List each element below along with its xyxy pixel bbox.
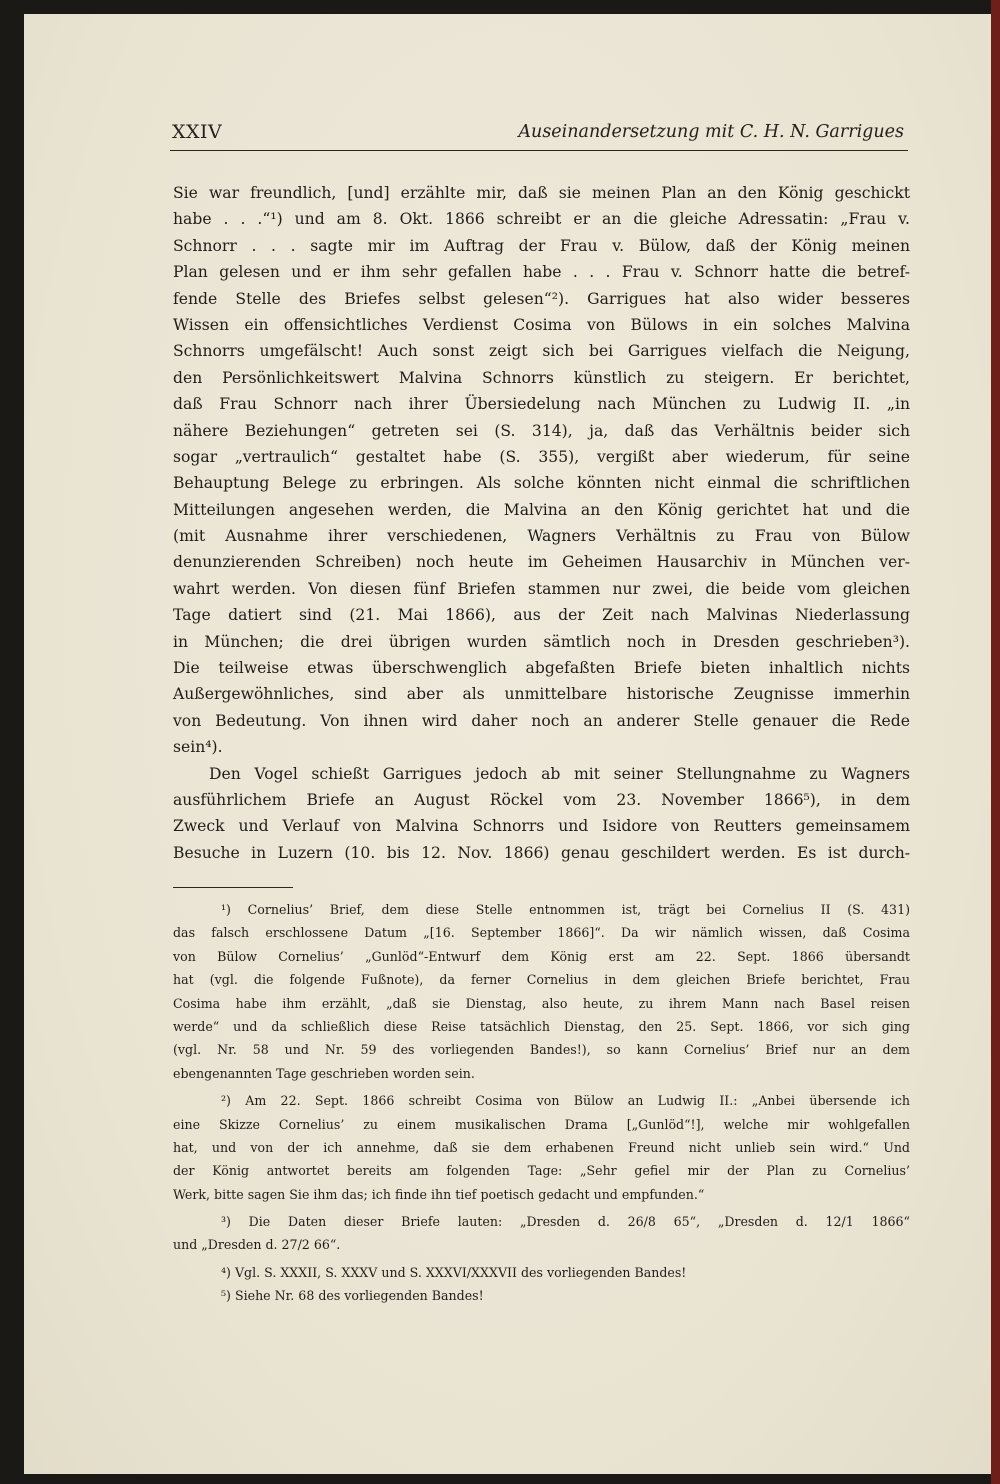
- footnote-line: ⁵) Siehe Nr. 68 des vorliegenden Bandes!: [221, 1288, 484, 1304]
- text-line: Sie war freundlich, [und] erzählte mir, daß sie meinen Plan an den König geschickt: [173, 184, 910, 202]
- text-line: den Persönlichkeitswert Malvina Schnorrs künstlich zu steigern. Er berichtet,: [173, 368, 910, 387]
- text-line: habe . . .“¹) und am 8. Okt. 1866 schreibt er an die gleiche Adressatin: „Frau v.: [173, 210, 910, 229]
- footnote-line: hat (vgl. die folgende Fußnote), da ferner Cornelius in dem gleichen Briefe berichtet, Frau: [173, 972, 910, 988]
- footnote-line: von Bülow Cornelius’ „Gunlöd“-Entwurf dem König erst am 22. Sept. 1866 übersandt: [173, 948, 910, 964]
- footnote-line: der König antwortet bereits am folgenden Tage: „Sehr gefiel mir der Plan zu Cornelius’: [173, 1163, 910, 1179]
- footnote-line: eine Skizze Cornelius’ zu einem musikalischen Drama [„Gunlöd“!], welche mir wohlgefallen: [173, 1116, 910, 1132]
- running-title: Auseinandersetzung mit C. H. N. Garrigues: [518, 122, 904, 142]
- text-line: Plan gelesen und er ihm sehr gefallen habe . . . Frau v. Schnorr hatte die betref-: [173, 263, 910, 282]
- footnote-line: und „Dresden d. 27/2 66“.: [173, 1237, 341, 1253]
- footnote-line: werde“ und da schließlich diese Reise tatsächlich Dienstag, den 25. Sept. 1866, vor sich ging: [173, 1018, 910, 1034]
- text-line: Die teilweise etwas überschwenglich abgefaßten Briefe bieten inhaltlich nichts: [173, 659, 910, 678]
- footnote-line: das falsch erschlossene Datum „[16. September 1866]“. Da wir nämlich wissen, daß Cosima: [173, 925, 910, 941]
- footnote-line: ⁴) Vgl. S. XXXII, S. XXXV und S. XXXVI/XXXVII des vorliegenden Bandes!: [221, 1264, 687, 1280]
- footnote-line: ²) Am 22. Sept. 1866 schreibt Cosima von Bülow an Ludwig II.: „Anbei übersende ich: [221, 1093, 910, 1109]
- text-line: Außergewöhnliches, sind aber als unmittelbare historische Zeugnisse immerhin: [173, 685, 910, 704]
- text-line: nähere Beziehungen“ getreten sei (S. 314), ja, daß das Verhältnis beider sich: [173, 421, 910, 440]
- text-line: Mitteilungen angesehen werden, die Malvina an den König gerichtet hat und die: [173, 500, 910, 519]
- text-line: Tage datiert sind (21. Mai 1866), aus der Zeit nach Malvinas Niederlassung: [173, 606, 910, 625]
- text-line: fende Stelle des Briefes selbst gelesen“²). Garrigues hat also wider besseres: [173, 289, 910, 308]
- footnote-line: ebengenannten Tage geschrieben worden sein.: [173, 1065, 475, 1081]
- text-line: Zweck und Verlauf von Malvina Schnorrs und Isidore von Reutters gemeinsamem: [173, 817, 910, 836]
- footnote-line: Cosima habe ihm erzählt, „daß sie Dienstag, also heute, zu ihrem Mann nach Basel reisen: [173, 995, 910, 1011]
- footnote-separator: [173, 887, 293, 888]
- text-line: (mit Ausnahme ihrer verschiedenen, Wagners Verhältnis zu Frau von Bülow: [173, 527, 910, 546]
- text-line: Behauptung Belege zu erbringen. Als solche könnten nicht einmal die schriftlichen: [173, 474, 910, 493]
- footnote-line: (vgl. Nr. 58 und Nr. 59 des vorliegenden Bandes!), so kann Cornelius’ Brief nur an dem: [173, 1042, 910, 1058]
- text-line: wahrt werden. Von diesen fünf Briefen stammen nur zwei, die beide vom gleichen: [173, 579, 910, 598]
- footnote-line: Werk, bitte sagen Sie ihm das; ich finde ihn tief poetisch gedacht und empfunden.“: [173, 1186, 705, 1202]
- footnotes: [173, 898, 910, 1308]
- text-line: Besuche in Luzern (10. bis 12. Nov. 1866) genau geschildert werden. Es ist durch-: [173, 843, 910, 862]
- footnote-line: ³) Die Daten dieser Briefe lauten: „Dresden d. 26/8 65“, „Dresden d. 12/1 1866“: [221, 1214, 910, 1230]
- book-edge: [991, 0, 1000, 1484]
- text-line: sogar „vertraulich“ gestaltet habe (S. 355), vergißt aber wiederum, für seine: [173, 447, 910, 466]
- page-number: XXIV: [172, 121, 223, 143]
- text-line: in München; die drei übrigen wurden sämtlich noch in Dresden geschrieben³).: [173, 632, 910, 651]
- footnote-line: hat, und von der ich annehme, daß sie dem erhabenen Freund nicht unlieb sein wird.“ Und: [173, 1139, 910, 1155]
- text-line: ausführlichem Briefe an August Röckel vom 23. November 1866⁵), in dem: [173, 790, 910, 809]
- text-line: denunzierenden Schreiben) noch heute im Geheimen Hausarchiv in München ver-: [173, 553, 910, 572]
- main-text: [173, 180, 910, 866]
- text-line: Schnorrs umgefälscht! Auch sonst zeigt sich bei Garrigues vielfach die Neigung,: [173, 342, 910, 361]
- text-line: Schnorr . . . sagte mir im Auftrag der Frau v. Bülow, daß der König meinen: [173, 236, 910, 255]
- text-line: sein⁴).: [173, 738, 223, 757]
- footnote-line: ¹) Cornelius’ Brief, dem diese Stelle entnommen ist, trägt bei Cornelius II (S. 431): [221, 902, 910, 917]
- text-line: daß Frau Schnorr nach ihrer Übersiedelung nach München zu Ludwig II. „in: [173, 395, 910, 414]
- text-line: von Bedeutung. Von ihnen wird daher noch an anderer Stelle genauer die Rede: [173, 711, 910, 730]
- text-line: Den Vogel schießt Garrigues jedoch ab mit seiner Stellungnahme zu Wagners: [209, 764, 910, 783]
- page-header: [170, 114, 908, 151]
- text-line: Wissen ein offensichtliches Verdienst Cosima von Bülows in ein solches Malvina: [173, 315, 910, 334]
